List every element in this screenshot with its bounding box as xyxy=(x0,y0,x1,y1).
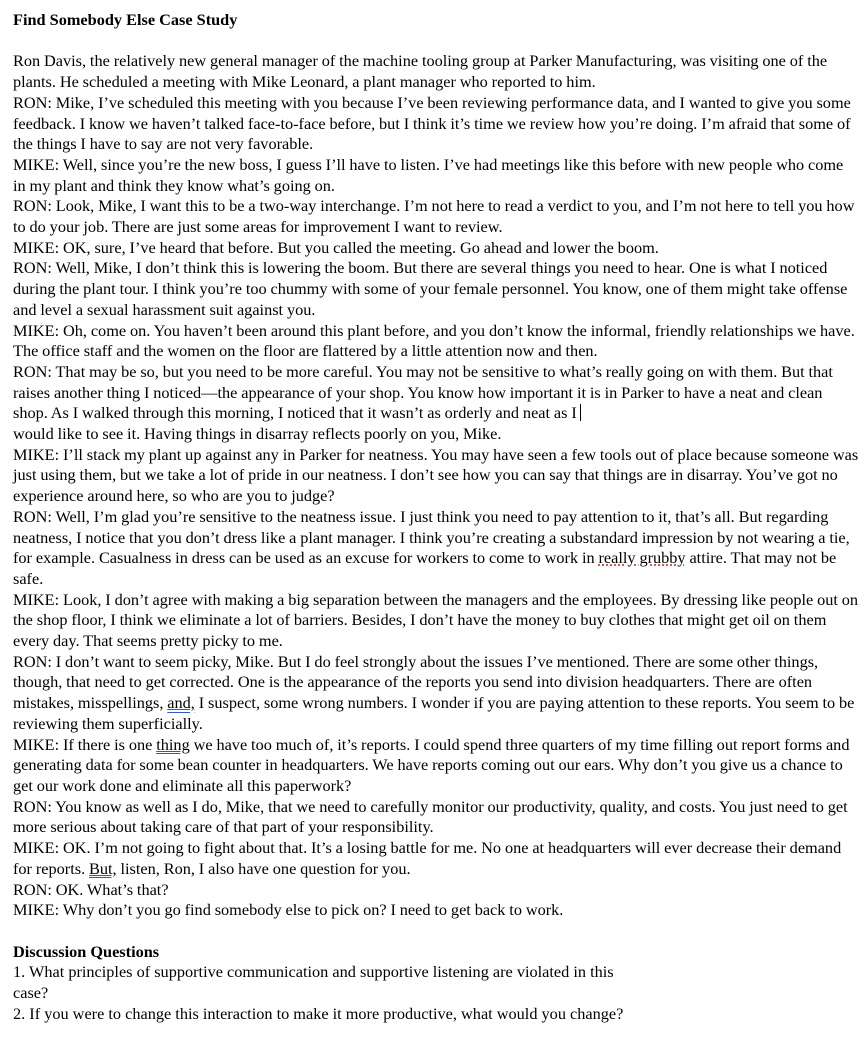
paragraph-intro: Ron Davis, the relatively new general manager of the machine tooling group at Parker Manufacturing, was visiting one of the plants. He scheduled a meeting with Mike Leonard, a plant manager who reported to him. xyxy=(13,51,828,92)
paragraph-text: RON: Well, I’m glad you’re sensitive to the neatness issue. I just think you need to pay attention to it, that’s all. But regarding neatness, I notice that you don’t dress like a plant manager. I think you’re creating a substandard impression by not wearing a tie, for example. Casualness in dress can be used as an excuse for workers to come to work in xyxy=(13,506,850,568)
paragraph-ron-2: RON: Look, Mike, I want this to be a two-way interchange. I’m not here to read a verdict to you, and I’m not here to tell you how to do your job. There are just some areas for improvement I want to review. xyxy=(13,196,855,237)
grammar-flagged-text[interactable]: and, xyxy=(167,693,195,713)
blank-line xyxy=(13,31,859,52)
paragraph-text: MIKE: OK. I’m not going to fight about that. It’s a losing battle for me. No one at headquarters will ever decrease their demand for reports. xyxy=(13,838,842,878)
paragraph-ron-6 xyxy=(13,652,859,735)
paragraph-ron-4 xyxy=(13,362,859,445)
grammar-flagged-text[interactable]: thing xyxy=(156,734,190,754)
paragraph-ron-3: RON: Well, Mike, I don’t think this is lowering the boom. But there are several things you need to hear. One is what I noticed during the plant tour. I think you’re too chummy with some of your female personnel. You know, one of them might take offense and level a sexual harassment suit against you. xyxy=(13,258,848,319)
paragraph-mike-7 xyxy=(13,838,859,879)
paragraph-text: listen, Ron, I also have one question for you. xyxy=(116,858,411,878)
paragraph-text: RON: I don’t want to seem picky, Mike. But I do feel strongly about the issues I’ve mentioned. There are some other things, though, that need to get corrected. One is the appearance of the reports you send into division headquarters. There are often mistakes, misspellings, xyxy=(13,651,819,713)
text-cursor xyxy=(580,404,581,421)
grammar-flagged-text[interactable]: But, xyxy=(89,858,117,878)
spellcheck-flagged-text[interactable]: really grubby xyxy=(598,548,686,568)
paragraph-mike-6 xyxy=(13,735,859,797)
paragraph-mike-3: MIKE: Oh, come on. You haven’t been around this plant before, and you don’t know the informal, friendly relationships we have. The office staff and the women on the floor are flattered by a little attention now and then. xyxy=(13,320,855,361)
discussion-question-2: 2. If you were to change this interaction to make it more productive, what would you change? xyxy=(13,1003,624,1023)
paragraph-ron-7: RON: You know as well as I do, Mike, that we need to carefully monitor our productivity, quality, and costs. You just need to get more serious about taking care of that part of your responsibility. xyxy=(13,796,848,837)
paragraph-text: we have too much of, it’s reports. I could spend three quarters of my time filling out report forms and generating data for some bean counter in headquarters. We have reports coming out our ears. Why don’t you give us a chance to get our work done and eliminate all this paperwork? xyxy=(13,734,850,795)
paragraph-mike-2: MIKE: OK, sure, I’ve heard that before. But you called the meeting. Go ahead and lower the boom. xyxy=(13,237,659,257)
paragraph-ron-1: RON: Mike, I’ve scheduled this meeting with you because I’ve been reviewing performance data, and I wanted to give you some feedback. I know we haven’t talked face-to-face before, but I think it’s time we review how you’re doing. I’m afraid that some of the things I have to say are not very favorable. xyxy=(13,92,851,154)
paragraph-text: RON: That may be so, but you need to be more careful. You may not be sensitive to what’s really going on with them. But that raises another thing I noticed—the appearance of your shop. You know how important it is in Parker to have a neat and clean shop. As I walked through this morning, I noticed that it wasn’t as orderly and neat as I xyxy=(13,361,833,423)
paragraph-mike-5: MIKE: Look, I don’t agree with making a big separation between the managers and the employees. By dressing like people out on the shop floor, I think we eliminate a lot of barriers. Besides, I don’t have the money to buy clothes that might get oil on them every day. That seems pretty picky to me. xyxy=(13,589,859,651)
blank-line xyxy=(13,921,859,942)
discussion-heading: Discussion Questions xyxy=(13,941,160,961)
paragraph-mike-1: MIKE: Well, since you’re the new boss, I guess I’ll have to listen. I’ve had meetings like this before with new people who come in my plant and think they know what’s going on. xyxy=(13,154,844,195)
paragraph-mike-4: MIKE: I’ll stack my plant up against any in Parker for neatness. You may have seen a few tools out of place because someone was just using them, but we take a lot of pride in our neatness. I don’t see how you can say that things are in disarray. You’ve got no experience around here, so who are you to judge? xyxy=(13,444,859,506)
paragraph-text: attire. That may not be safe. xyxy=(13,548,837,588)
paragraph-text: would like to see it. Having things in disarray reflects poorly on you, Mike. xyxy=(13,424,502,444)
paragraph-mike-8: MIKE: Why don’t you go find somebody else to pick on? I need to get back to work. xyxy=(13,900,564,920)
paragraph-text: I suspect, some wrong numbers. I wonder if you are paying attention to these reports. You seem to be reviewing them superficially. xyxy=(13,693,855,733)
discussion-question-1: 1. What principles of supportive communication and supportive listening are violated in this case? xyxy=(13,962,614,1003)
paragraph-ron-5 xyxy=(13,507,859,590)
document-title: Find Somebody Else Case Study xyxy=(13,10,238,29)
paragraph-ron-8: RON: OK. What’s that? xyxy=(13,879,169,899)
paragraph-text: MIKE: If there is one xyxy=(13,734,157,754)
